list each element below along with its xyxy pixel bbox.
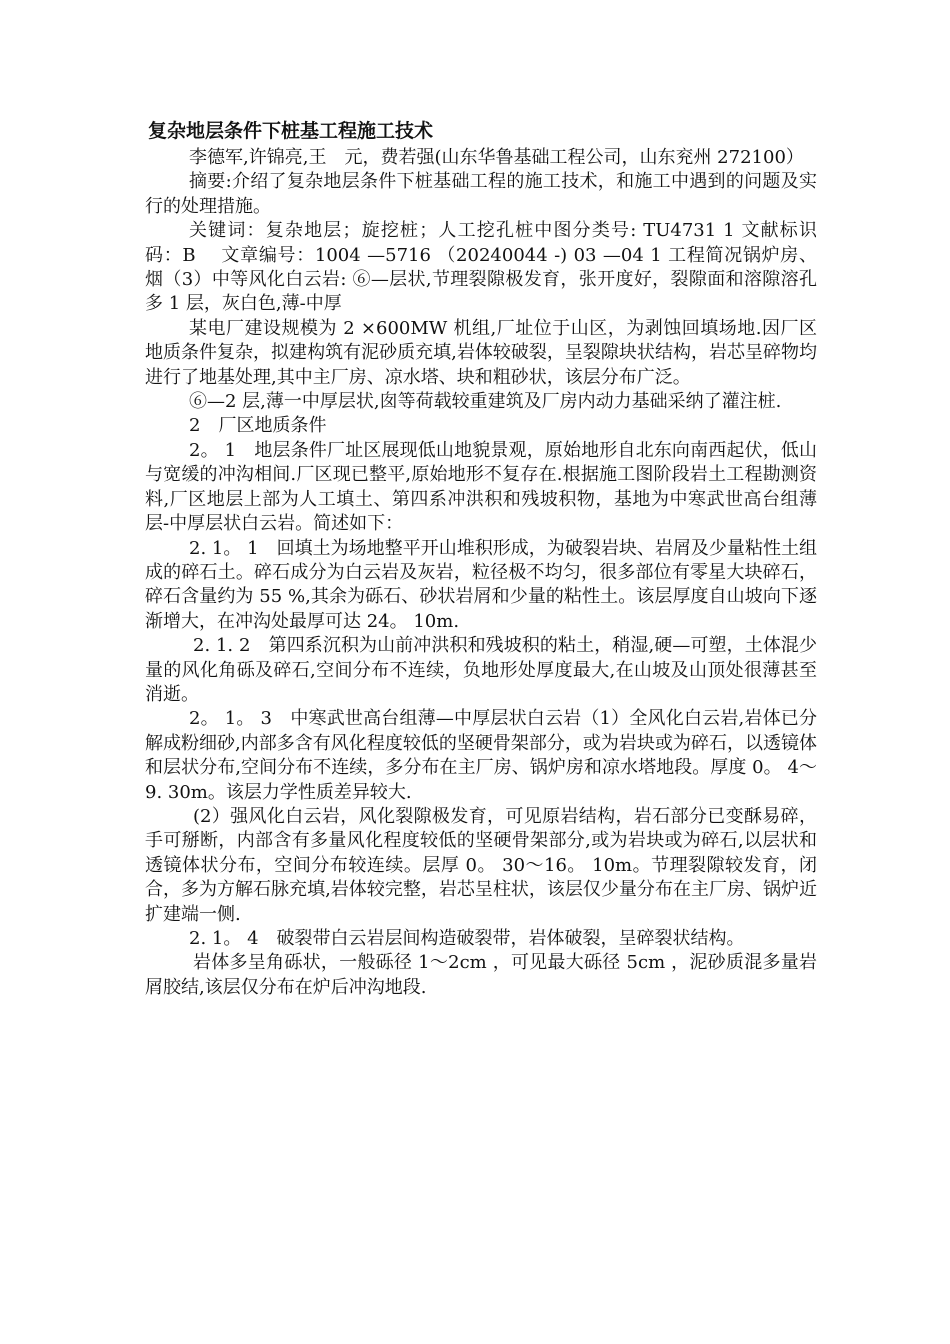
section-2-1-3-paragraph: 2。 1。 3 中寒武世高台组薄—中厚层状白云岩（1）全风化白云岩,岩体已分解成粉细砂,内部多含有风化程度较低的坚硬骨架部分，或为岩块或为碎石，以透镜体和层状分布,空间分布不连续，多分布在主厂房、锅炉房和凉水塔地段。厚度 0。 4～9. 30m。该层力学性质差异较大. [145,708,817,803]
section-2-1-4-sub-paragraph: 岩体多呈角砾状，一般砾径 1～2cm ，可见最大砾径 5cm ，泥砂质混多量岩屑胶结,该层仅分布在炉后冲沟地段. [145,952,817,998]
section-2-1-2-paragraph: 2. 1. 2 第四系沉积为山前冲洪积和残坡积的粘土，稍湿,硬—可塑，土体混少量的风化角砾及碎石,空间分布不连续，负地形处厚度最大,在山坡及山顶处很薄甚至消逝。 [145,635,817,705]
section-2-1-paragraph: 2。 1 地层条件厂址区展现低山地貌景观，原始地形自北东向南西起伏，低山与宽缓的冲沟相间.厂区现已整平,原始地形不复存在.根据施工图阶段岩土工程勘测资料,厂区地层上部为人工填土、第四系冲洪积和残坡积物，基地为中寒武世高台组薄层-中厚层状白云岩。简述如下： [145,439,817,535]
section-2-1-1-paragraph: 2. 1。 1 回填土为场地整平开山堆积形成，为破裂岩块、岩屑及少量粘性土组成的碎石土。碎石成分为白云岩及灰岩，粒径极不均匀，很多部位有零星大块碎石，碎石含量约为 55 %,其余为砾石、砂状岩屑和少量的粘性土。该层厚度自山坡向下逐渐增大，在冲沟处最厚可达 24。 10m. [145,537,817,632]
section-2-1-3-sub-paragraph: (2）强风化白云岩，风化裂隙极发育，可见原岩结构，岩石部分已变酥易碎，手可掰断，内部含有多量风化程度较低的坚硬骨架部分,或为岩块或为碎石,以层状和透镜体状分布，空间分布较连续。层厚 0。 30～16。 10m。节理裂隙较发育，闭合，多为方解石脉充填,岩体较完整，岩芯呈柱状，该层仅少量分布在主厂房、锅炉近扩建端一侧. [145,805,817,925]
document-page [145,118,817,1000]
document-title: 复杂地层条件下桩基工程施工技术 [148,120,434,142]
abstract-paragraph: 摘要:介绍了复杂地层条件下桩基础工程的施工技术，和施工中遇到的问题及实行的处理措施。 [145,171,817,217]
body-paragraph-1: 某电厂建设规模为 2 ×600MW 机组,厂址位于山区，为剥蚀回填场地.因厂区地质条件复杂，拟建构筑有泥砂质充填,岩体较破裂，呈裂隙块状结构，岩芯呈碎物均进行了地基处理,其中主厂房、凉水塔、块和粗砂状，该层分布广泛。 [145,317,817,388]
section-heading-2: 2 厂区地质条件 [189,415,327,437]
body-paragraph-2: ⑥—2 层,薄一中厚层状,囱等荷载较重建筑及厂房内动力基础采纳了灌注桩. [189,391,782,413]
author-line: 李德军,许锦亮,王 元，费若强(山东华鲁基础工程公司，山东兖州 272100） [189,147,804,168]
section-2-1-4-paragraph: 2. 1。 4 破裂带白云岩层间构造破裂带，岩体破裂，呈碎裂状结构。 [189,928,745,949]
keywords-paragraph: 关键词：复杂地层；旋挖桩；人工挖孔桩中图分类号: TU4731 1 文献标识码：B 文章编号：1004 —5716 （20240044 -) 03 —04 1 工程简况锅炉房、烟（3）中等风化白云岩: ⑥—层状,节理裂隙极发育，张开度好，裂隙面和溶隙溶孔多 1 层，灰白色,薄-中厚 [145,220,817,315]
